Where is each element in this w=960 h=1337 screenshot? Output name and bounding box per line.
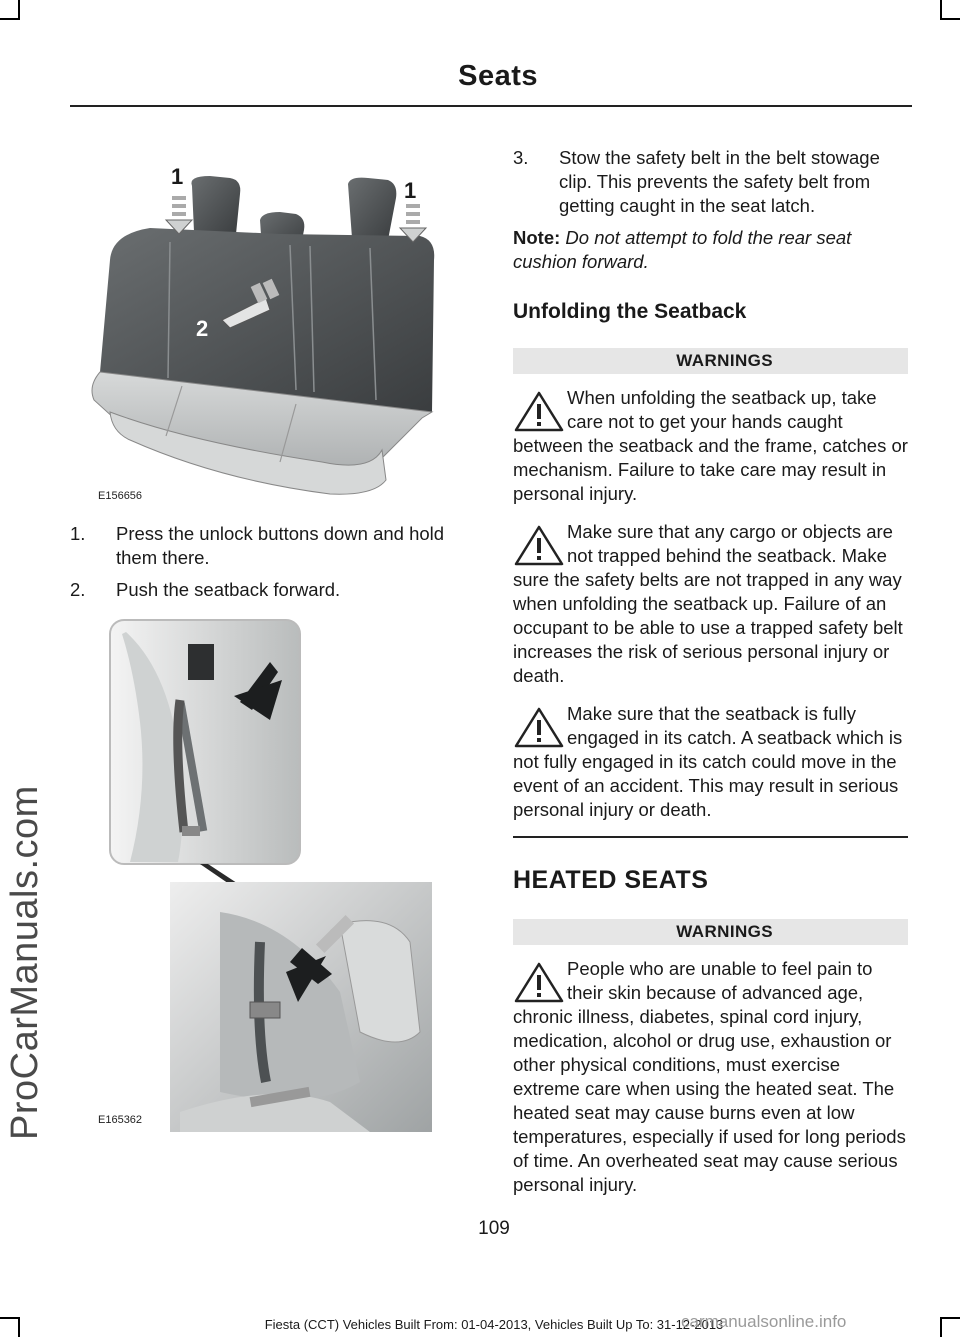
warning-text: When unfolding the seatback up, take care not to get your hands caught between the seatback and the frame, catches or mechanism. Failure to take care may result in personal injury. [513,387,908,504]
callout-1-right: 1 [404,178,417,203]
warning-icon [513,390,565,434]
page-number: 109 [478,1218,510,1239]
list-item [70,578,460,602]
warning-icon [513,706,565,750]
figure-belt-stowage [70,612,440,1132]
crop-mark [0,18,20,20]
page-title: Seats [458,60,538,92]
step-number: 2. [70,579,86,600]
section-heading-unfolding: Unfolding the Seatback [513,300,747,323]
warning-icon [513,524,565,568]
step-text: Stow the safety belt in the belt stowage clip. This prevents the safety belt from getting caught in the seat latch. [559,147,880,216]
warning-item [513,386,908,506]
note-text: Do not attempt to fold the rear seat cushion forward. [513,227,852,272]
warning-text: People who are unable to feel pain to their skin because of advanced age, chronic illness, diabetes, spinal cord injury, medication, alcohol or drug use, exhaustion or other physical conditions, must exercise extreme care when using the heated seat. The heated seat may cause burns even at low temperatures, especially if used for long periods of time. An overheated seat may cause serious personal injury. [513,957,906,1195]
crop-mark [18,0,20,20]
step-number: 3. [513,147,529,168]
figure-code: E165362 [98,1114,143,1126]
step-number: 1. [70,523,86,544]
step-text: Push the seatback forward. [116,579,341,600]
rear-seat-illustration [70,150,440,500]
warning-item [513,702,908,822]
belt-stowage-illustration [70,612,440,1132]
arrow-down-icon [166,196,192,234]
warning-text: Make sure that the seatback is fully engaged in its catch. A seatback which is not fully engaged in its catch could move in the event of an accident. This may result in serious personal injury or death. [513,703,903,820]
callout-1-left: 1 [171,164,184,189]
steps-list [513,146,908,218]
steps-list [70,522,460,602]
step-text: Press the unlock buttons down and hold them there. [116,523,445,568]
footer-watermark: carmanualsonline.info [681,1312,847,1331]
note-label: Note: [513,227,561,248]
warnings-header: WARNINGS [513,919,908,945]
side-watermark: ProCarManuals.com [4,785,46,1140]
crop-mark [940,18,960,20]
section-divider [513,836,908,838]
warning-icon [513,961,565,1005]
warning-item [513,520,908,688]
section-heading-heated-seats: HEATED SEATS [513,865,709,894]
callout-2: 2 [196,316,209,341]
footer-vehicle-info: Fiesta (CCT) Vehicles Built From: 01-04-2013, Vehicles Built Up To: 31-12-2013 [264,1317,724,1332]
warnings-header: WARNINGS [513,348,908,374]
crop-mark [940,0,942,20]
warning-item [513,957,908,1197]
header-divider [70,105,912,107]
right-column [513,146,908,1197]
list-item [513,146,908,218]
warning-text: Make sure that any cargo or objects are not trapped behind the seatback. Make sure the safety belts are not trapped in any way when unfolding the seatback up. Failure of an occupant to be able to use a trapped safety belt increases the risk of serious personal injury or death. [513,521,903,686]
list-item [70,522,460,570]
figure-rear-seat [70,150,440,500]
note [513,226,908,274]
figure-code: E156656 [98,490,143,502]
left-column [70,150,460,1132]
